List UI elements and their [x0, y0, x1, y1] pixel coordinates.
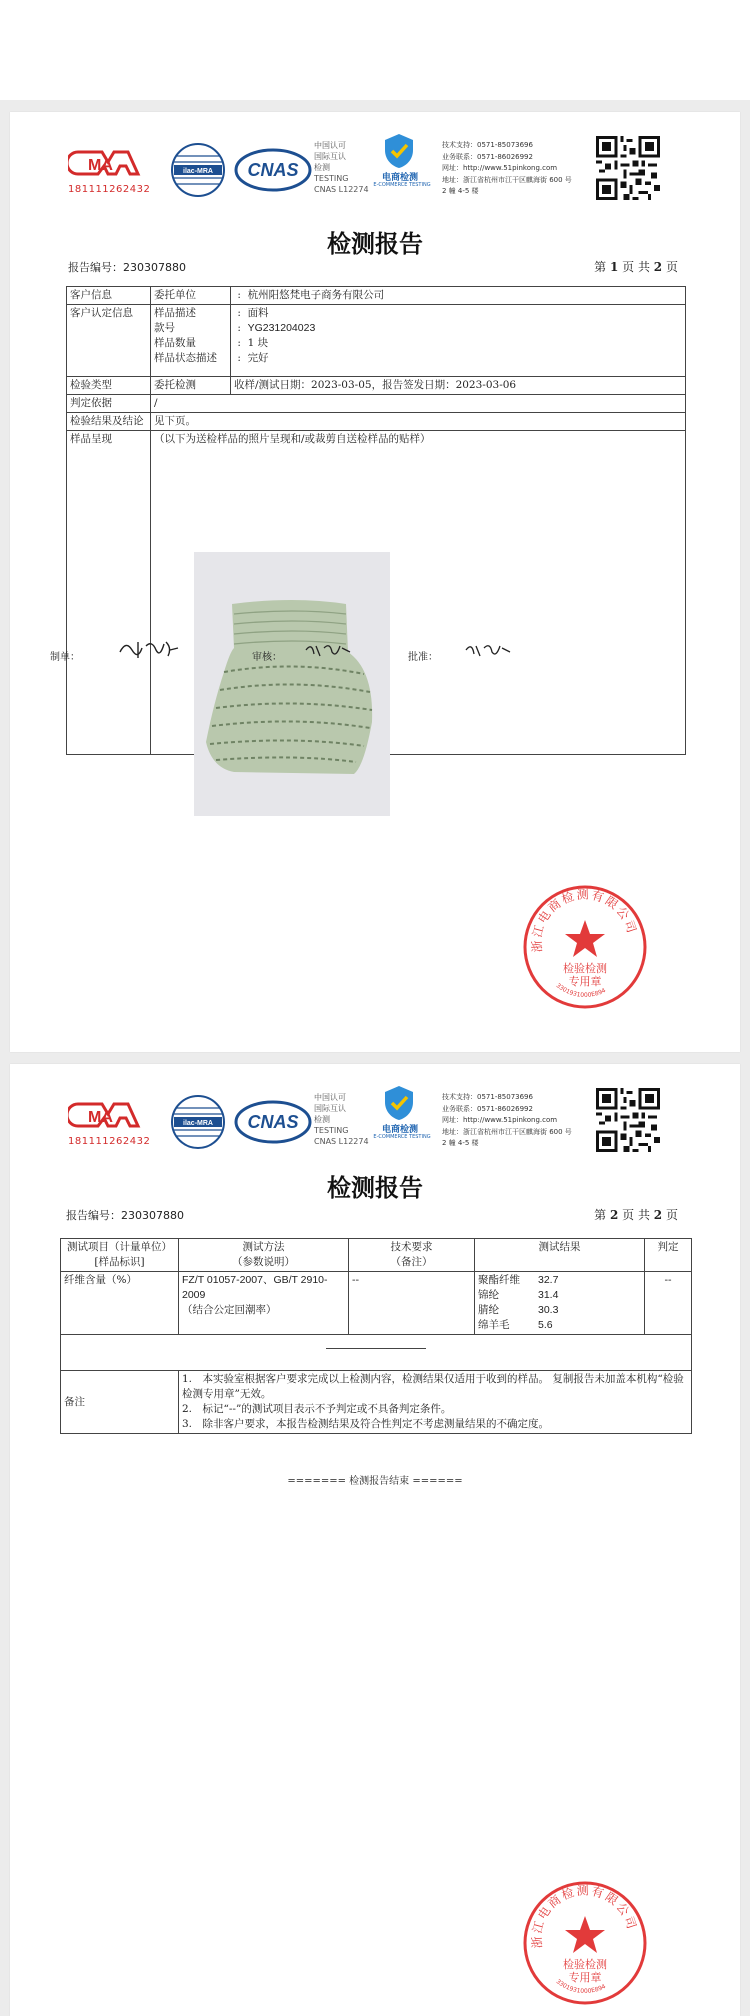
test-method: FZ/T 01057-2007、GB/T 2910-2009 （结合公定回潮率）	[179, 1272, 349, 1335]
ilac-mra-icon	[170, 142, 226, 198]
reviewer-label: 审核：	[252, 652, 282, 663]
fiber-results	[475, 1272, 645, 1335]
cnas-logo	[234, 148, 312, 192]
list-item: 3. 除非客户要求，本报告检测结果及符合性判定不考虑测量结果的不确定度。	[182, 1418, 550, 1430]
list-item: 腈纶 30.3	[478, 1304, 559, 1316]
shield-sub: E-COMMERCE TESTING	[373, 1134, 431, 1140]
report-page-2	[10, 1064, 740, 2016]
divider	[326, 1348, 426, 1349]
client-info-label: 客户信息	[67, 287, 151, 305]
maker-signature	[116, 636, 180, 662]
report-title: 检测报告	[327, 1173, 423, 1202]
cma-logo	[68, 148, 156, 178]
conclusion-value: 见下页。	[151, 413, 686, 431]
judgement: --	[645, 1272, 692, 1335]
report-number: 报告编号：230307880	[66, 1209, 184, 1222]
report-header	[10, 112, 740, 222]
shield-label: 电商检测	[381, 1125, 418, 1135]
requirement: --	[349, 1272, 475, 1335]
shield-sub: E-COMMERCE TESTING	[373, 182, 431, 188]
reviewer-signature	[302, 640, 354, 660]
col-header-judgement: 判定	[645, 1239, 692, 1272]
svg-text:检验检测: 检验检测	[563, 962, 607, 975]
maker-label: 制单：	[50, 652, 80, 663]
col-header-result: 测试结果	[475, 1239, 645, 1272]
svg-text:MA: MA	[88, 1109, 113, 1126]
cnas-accreditation-text: 中国认可 国际互认 检测 TESTING CNAS L12274	[314, 141, 369, 194]
sample-field-values: : 面料 : YG231204023 : 1 块 : 完好	[231, 305, 686, 377]
col-header-requirement: 技术要求 （备注）	[349, 1239, 475, 1272]
qr-code-icon	[596, 1088, 660, 1152]
list-item: 1. 本实验室根据客户要求完成以上检测内容，检测结果仅适用于收到的样品。 复制报告未加盖本机构“检验检测专用章”无效。	[182, 1373, 684, 1400]
approved-info-label: 客户认定信息	[67, 305, 151, 377]
svg-text:3301931000E894: 3301931000E894	[554, 1978, 608, 1995]
sample-field-labels: 样品描述 款号 样品数量 样品状态描述	[151, 305, 231, 377]
top-margin	[0, 0, 750, 100]
cma-code: 181111262432	[68, 184, 151, 195]
contact-info: 技术支持：0571-85073696 业务联系：0571-86026992 网址：http://www.51pinkong.com 地址：浙江省杭州市江干区麒海街 600 号 2 幢 4-5 楼	[442, 1093, 572, 1147]
report-title: 检测报告	[327, 229, 423, 258]
page-number: 第 1 页 共 2 页	[594, 260, 678, 274]
list-item: 聚酯纤维 32.7	[478, 1274, 559, 1286]
spacer-row	[61, 1335, 692, 1371]
inspection-type-label: 检验类型	[67, 377, 151, 395]
fiber-content-item: 纤维含量（%）	[61, 1272, 179, 1335]
table-row	[67, 287, 686, 305]
svg-text:专用章: 专用章	[568, 1971, 602, 1984]
svg-text:CNAS: CNAS	[247, 1112, 299, 1132]
svg-text:检验检测: 检验检测	[563, 1958, 607, 1971]
remark-list	[179, 1371, 692, 1434]
remark-label: 备注	[61, 1371, 179, 1434]
ecommerce-testing-shield-icon	[382, 132, 416, 170]
report-number: 报告编号：230307880	[68, 261, 186, 274]
cma-code: 181111262432	[68, 1136, 151, 1147]
svg-text:专用章: 专用章	[568, 975, 602, 988]
report-page-1	[10, 112, 740, 1052]
cnas-accreditation-text: 中国认可 国际互认 检测 TESTING CNAS L12274	[314, 1093, 369, 1146]
table-header-row	[61, 1239, 692, 1272]
conclusion-label: 检验结果及结论	[67, 413, 151, 431]
client-value: : 杭州阳悠梵电子商务有限公司	[231, 287, 686, 305]
contact-info: 技术支持：0571-85073696 业务联系：0571-86026992 网址：http://www.51pinkong.com 地址：浙江省杭州市江干区麒海街 600 号 2 幢 4-5 楼	[442, 141, 572, 195]
basis-value: /	[151, 395, 686, 413]
ecommerce-testing-shield-icon	[382, 1084, 416, 1122]
table-row	[61, 1272, 692, 1335]
svg-text:3301931000E894: 3301931000E894	[554, 982, 608, 999]
approver-signature	[462, 640, 514, 660]
sample-show-label: 样品呈现	[67, 431, 151, 755]
report-end-line: ======= 检测报告结束 ======	[287, 1476, 463, 1487]
approver-label: 批准：	[408, 652, 438, 663]
table-row	[67, 395, 686, 413]
svg-text:MA: MA	[88, 157, 113, 174]
qr-code-icon	[596, 136, 660, 200]
ilac-mra-icon	[170, 1094, 226, 1150]
shield-label: 电商检测	[381, 173, 418, 183]
svg-text:CNAS: CNAS	[247, 160, 299, 180]
sample-photo	[194, 552, 390, 816]
dates-value: 收样/测试日期：2023-03-05，报告签发日期：2023-03-06	[231, 377, 686, 395]
inspection-type-value: 委托检测	[151, 377, 231, 395]
svg-text:浙江电商检测有限公司: 浙江电商检测有限公司	[529, 1883, 640, 1949]
table-row	[67, 305, 686, 377]
blank-section	[61, 1335, 692, 1371]
report-header	[10, 1064, 740, 1174]
table-row	[61, 1371, 692, 1434]
list-item: 锦纶 31.4	[478, 1289, 559, 1301]
list-item: 绵羊毛 5.6	[478, 1319, 553, 1331]
table-row	[67, 377, 686, 395]
table-row	[67, 413, 686, 431]
svg-text:浙江电商检测有限公司: 浙江电商检测有限公司	[529, 887, 640, 953]
official-seal-stamp	[520, 1878, 650, 2008]
client-label: 委托单位	[151, 287, 231, 305]
official-seal-stamp	[520, 882, 650, 1012]
svg-text:ilac-MRA: ilac-MRA	[183, 1120, 213, 1127]
svg-text:ilac-MRA: ilac-MRA	[183, 168, 213, 175]
basis-label: 判定依据	[67, 395, 151, 413]
cnas-logo	[234, 1100, 312, 1144]
col-header-method: 测试方法 （参数说明）	[179, 1239, 349, 1272]
list-item: 2. 标记“--”的测试项目表示不予判定或不具备判定条件。	[182, 1403, 452, 1415]
sample-show-value: （以下为送检样品的照片呈现和/或裁剪自送检样品的贴样）	[151, 431, 686, 755]
cma-logo	[68, 1100, 156, 1130]
page-number: 第 2 页 共 2 页	[594, 1208, 678, 1222]
test-results-table	[60, 1238, 692, 1434]
col-header-item: 测试项目（计量单位） [样品标识]	[61, 1239, 179, 1272]
